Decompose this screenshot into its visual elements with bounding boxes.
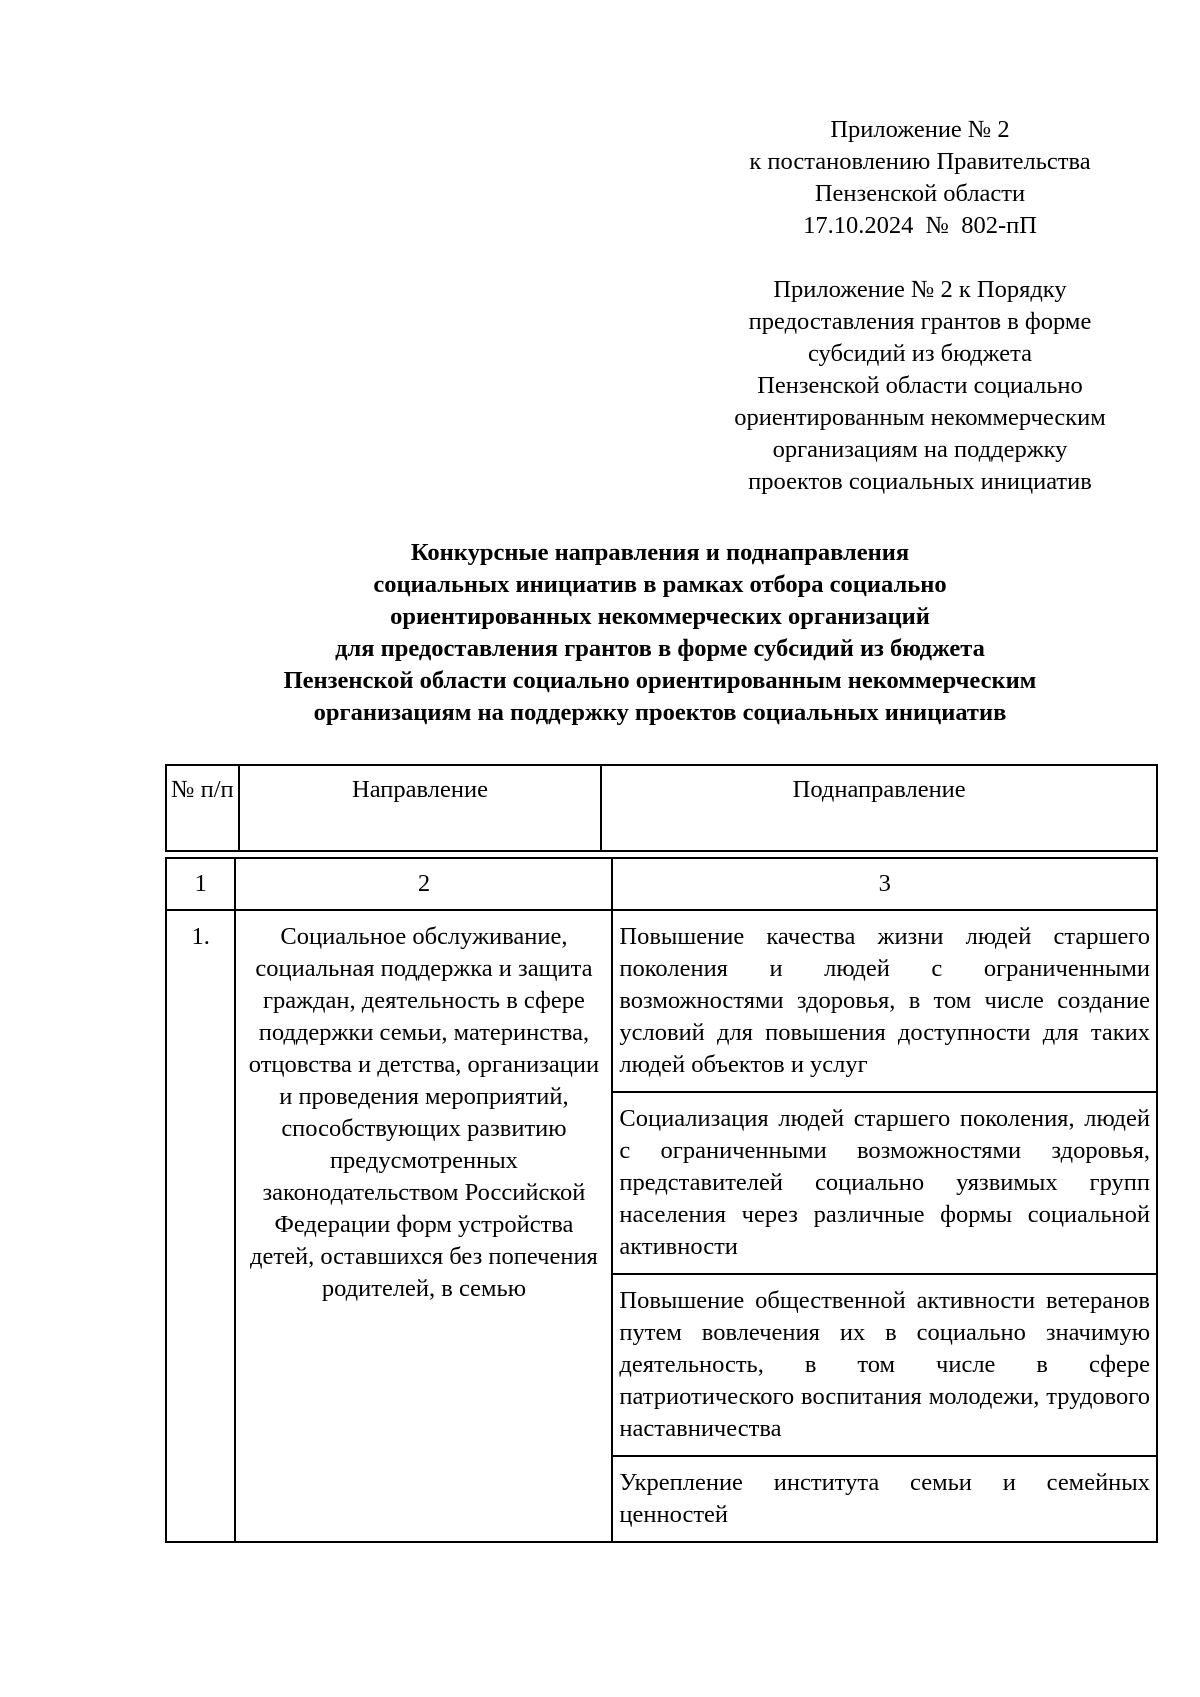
title-line: социальных инициатив в рамках отбора социально	[373, 571, 947, 598]
appendix-line: Приложение № 2	[830, 116, 1010, 143]
subdirection-cell: Повышение качества жизни людей старшего поколения и людей с ограниченными возможностями здоровья, в том числе создание условий для повышения доступности для таких людей объектов и услуг	[612, 910, 1157, 1092]
column-number: 3	[612, 858, 1157, 910]
title-line: организациям на поддержку проектов социальных инициатив	[313, 699, 1007, 726]
appendix-line: к постановлению Правительства	[749, 148, 1091, 175]
table-row	[166, 910, 1157, 1092]
document-title	[160, 537, 1160, 729]
appendix-line: проектов социальных инициатив	[748, 468, 1092, 495]
subdirection-cell: Укрепление института семьи и семейных ценностей	[612, 1456, 1157, 1542]
table-body	[165, 857, 1158, 1543]
appendix-line: субсидий из бюджета	[807, 340, 1032, 367]
title-line: ориентированных некоммерческих организаций	[390, 603, 930, 630]
column-number: 2	[235, 858, 612, 910]
appendix-line: Приложение № 2 к Порядку	[773, 276, 1067, 303]
header-subdirection: Поднаправление	[601, 765, 1157, 851]
direction-cell: Социальное обслуживание, социальная поддержка и защита граждан, деятельность в сфере поддержки семьи, материнства, отцовства и детства, организации и проведения мероприятий, способствующих развитию предусмотренных законодательством Российской Федерации форм устройства детей, оставшихся без попечения родителей, в семью	[235, 910, 612, 1542]
appendix-date-number: 17.10.2024 № 802-пП	[803, 212, 1037, 239]
title-line: для предоставления грантов в форме субсидий из бюджета	[335, 635, 985, 662]
subdirection-cell: Повышение общественной активности ветеранов путем вовлечения их в социально значимую деятельность, в том числе в сфере патриотического воспитания молодежи, трудового наставничества	[612, 1274, 1157, 1456]
appendix-line: организациям на поддержку	[772, 436, 1068, 463]
column-number: 1	[166, 858, 235, 910]
appendix-block	[690, 114, 1150, 498]
table-header	[165, 764, 1158, 852]
appendix-line: предоставления грантов в форме	[748, 308, 1092, 335]
appendix-line: ориентированным некоммерческим	[734, 404, 1106, 431]
header-number: № п/п	[166, 765, 239, 851]
title-line: Конкурсные направления и поднаправления	[410, 539, 910, 566]
subdirection-cell: Социализация людей старшего поколения, людей с ограниченными возможностями здоровья, представителей социально уязвимых групп населения через различные формы социальной активности	[612, 1092, 1157, 1274]
row-number: 1.	[166, 910, 235, 1542]
title-line: Пензенской области социально ориентированным некоммерческим	[283, 667, 1037, 694]
column-number-row	[166, 858, 1157, 910]
header-direction: Направление	[239, 765, 602, 851]
appendix-line: Пензенской области социально	[757, 372, 1083, 399]
appendix-line: Пензенской области	[814, 180, 1026, 207]
